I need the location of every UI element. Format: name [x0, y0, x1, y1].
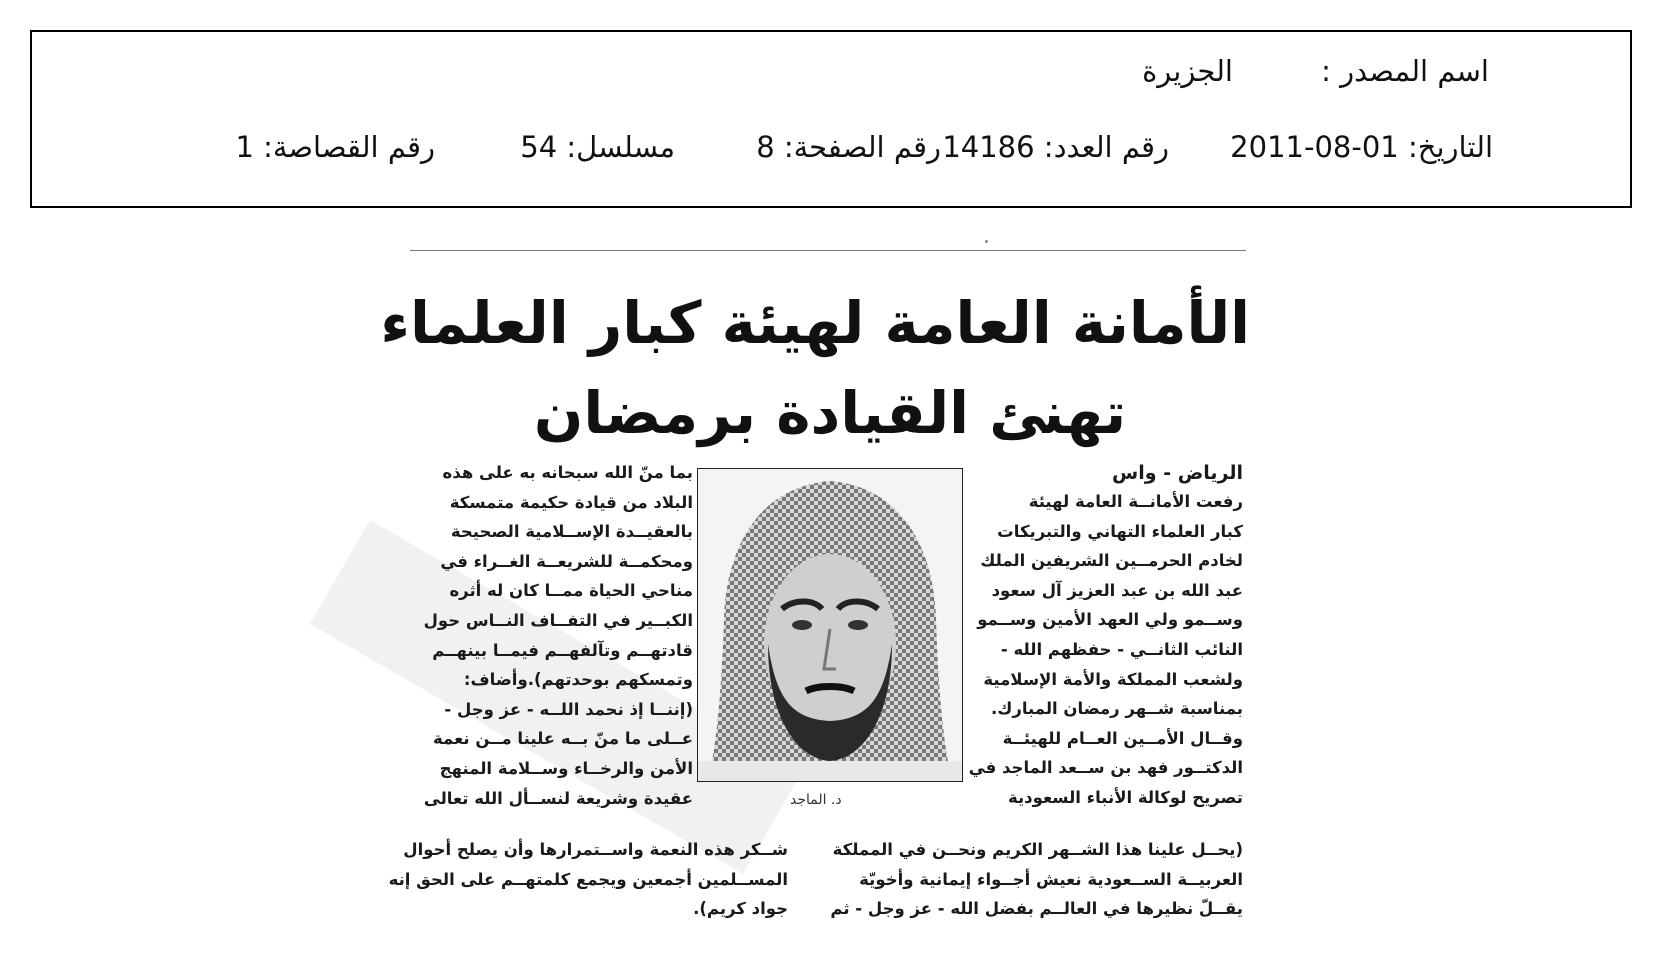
page-field: رقم الصفحة: 8 [756, 130, 941, 164]
article-line: وتمسكهم بوحدتهم).وأضاف: [463, 670, 693, 690]
serial-field: مسلسل: 54 [520, 130, 675, 164]
article-line: وقــال الأمــين العــام للهيئــة [1002, 728, 1243, 748]
source-value: الجزيرة [1142, 54, 1233, 88]
photo-caption: د. الماجد [790, 792, 842, 808]
article-line: عبد الله بن عبد العزيز آل سعود [991, 580, 1243, 600]
article-line: رفعت الأمانــة العامة لهيئة [1028, 492, 1243, 511]
article-line: البلاد من قيادة حكيمة متمسكة [449, 492, 693, 512]
article-line: بمناسبة شــهر رمضان المبارك. [990, 699, 1243, 719]
article-line: مناحي الحياة ممــا كان له أثره [449, 581, 693, 601]
article-line: شــكر هذه النعمة واســتمرارها وأن يصلح أحوال [403, 840, 788, 859]
headline-line-2: تهنئ القيادة برمضان [533, 379, 1127, 447]
top-rule [410, 250, 1246, 251]
date-field: التاريخ: 01-08-2011 [1230, 130, 1493, 164]
article-line: كبار العلماء التهاني والتبريكات [997, 521, 1243, 541]
article-line: لخادم الحرمــين الشريفين الملك [980, 551, 1243, 571]
article-line: يقــلّ نظيرها في العالــم بفضل الله - عز وجل - ثم [830, 899, 1243, 919]
article-line: (إننــا إذ نحمد اللــه - عز وجل - [444, 699, 693, 719]
article-line: العربيــة الســعودية نعيش أجــواء إيمانية وأخويّة [859, 869, 1243, 889]
source-label: اسم المصدر : [1321, 54, 1489, 88]
article-line: الكبــير في التفــاف النــاس حول [423, 611, 693, 630]
article-line: عــلى ما منّ بــه علينا مــن نعمة [433, 729, 693, 749]
article-line: (يحــل علينا هذا الشــهر الكريم ونحــن في المملكة [832, 840, 1243, 859]
article-line: جواد كريم). [693, 899, 788, 919]
article-line: الدكتــور فهد بن ســعد الماجد في [968, 758, 1243, 778]
author-photo [697, 468, 963, 782]
article-line: النائب الثانــي - حفظهم الله - [1000, 640, 1243, 659]
dateline: الرياض - واس [1112, 462, 1243, 484]
headline-line-1: الأمانة العامة لهيئة كبار العلماء [380, 289, 1250, 357]
clip-field: رقم القصاصة: 1 [235, 130, 435, 164]
issue-field: رقم العدد: 14186 [942, 130, 1169, 164]
article-line: بالعقيــدة الإســلامية الصحيحة [450, 522, 693, 542]
article-line: ومحكمــة للشريعــة الغــراء في [440, 551, 693, 571]
article-line: عقيدة وشريعة لنســأل الله تعالى [423, 788, 693, 808]
article-line: بما منّ الله سبحانه به على هذه [442, 463, 693, 482]
portrait-illustration [698, 469, 962, 781]
article-line: قادتهــم وتآلفهــم فيمــا بينهــم [432, 640, 693, 660]
article-line: ولشعب المملكة والأمة الإسلامية [983, 669, 1243, 689]
article-line: تصريح لوكالة الأنباء السعودية [1007, 788, 1243, 807]
article-line: وســمو ولي العهد الأمين وســمو [977, 610, 1243, 630]
article-line: الأمن والرخــاء وســلامة المنهج [439, 759, 693, 778]
rule-dot [985, 240, 988, 243]
article-line: المســلمين أجمعين ويجمع كلمتهــم على الحق إنه [388, 869, 788, 889]
